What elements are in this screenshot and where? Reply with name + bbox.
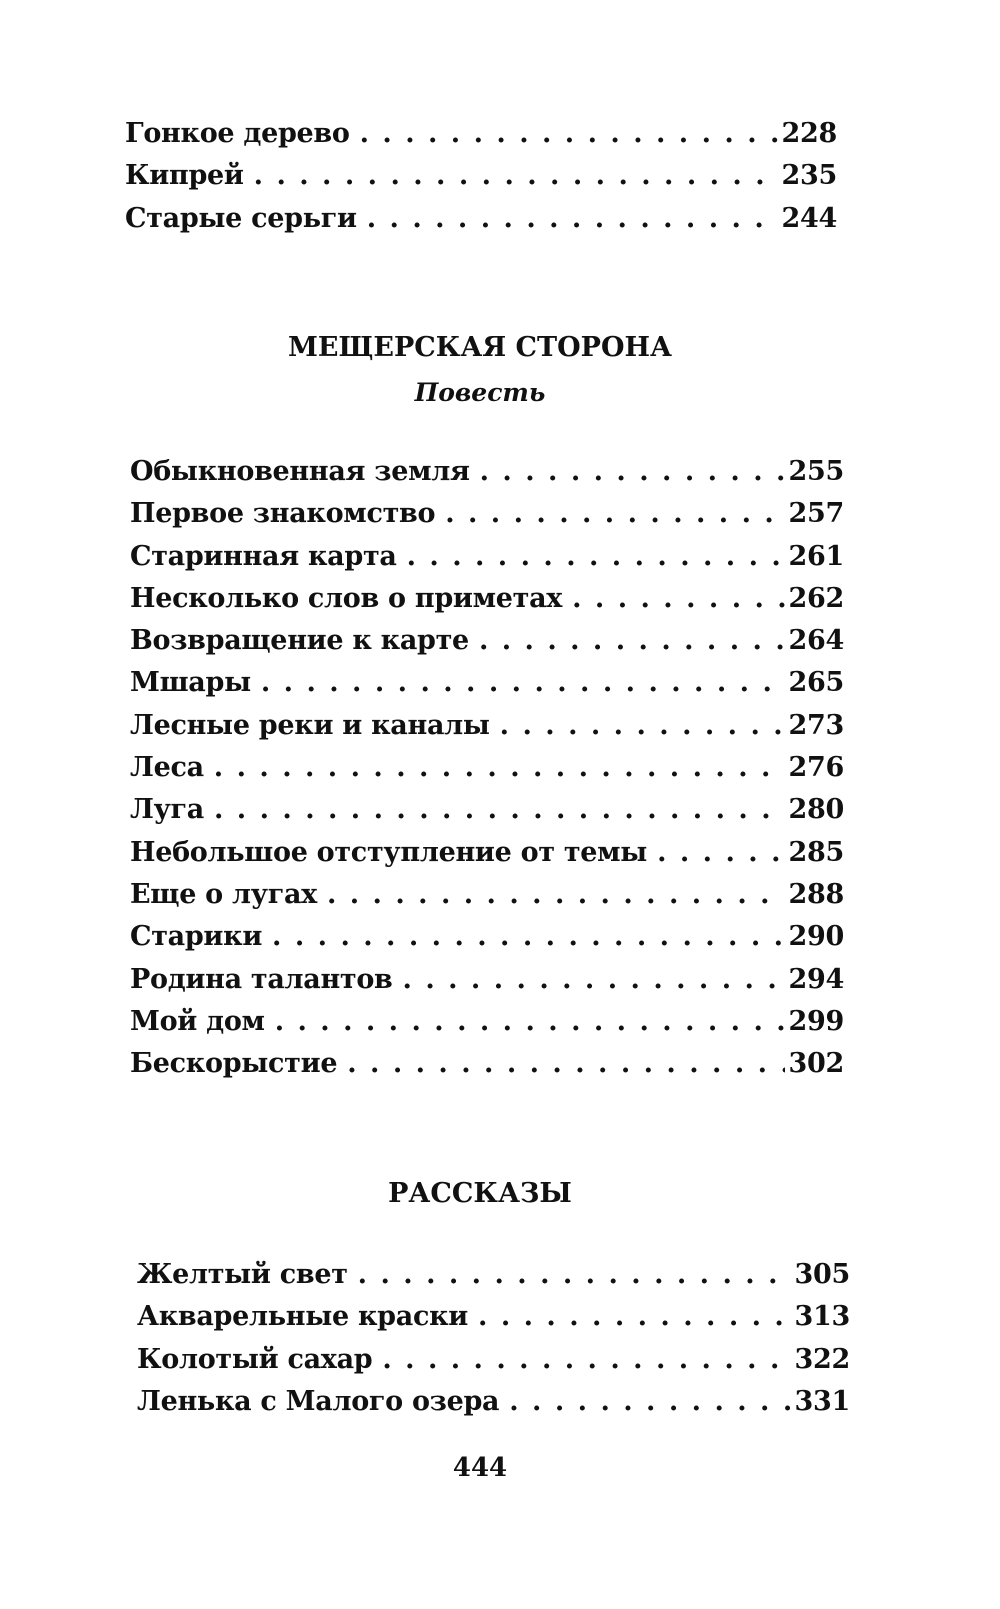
toc-entry-title: Обыкновенная земля (130, 456, 470, 487)
dot-leader (347, 1048, 784, 1079)
dot-leader (358, 1259, 791, 1290)
section-heading: РАССКАЗЫ (388, 1178, 572, 1209)
toc-entry-title: Ленька с Малого озера (137, 1385, 500, 1417)
toc-entry-title: Бескорыстие (130, 1048, 338, 1080)
dot-leader (261, 667, 785, 698)
toc-entry-title: Мшары (130, 667, 251, 699)
toc-entry (130, 879, 844, 921)
toc-entry-title: Луга (130, 794, 204, 826)
toc-entry (130, 456, 844, 498)
toc-list-section3 (137, 1259, 850, 1428)
dot-leader (214, 794, 785, 825)
toc-entry-page: 313 (794, 1301, 850, 1333)
toc-entry (130, 498, 844, 540)
toc-entry (137, 1344, 850, 1386)
toc-entry-page: 273 (788, 709, 844, 741)
dot-leader (360, 118, 778, 149)
toc-entry-page: 285 (788, 836, 844, 868)
toc-entry-title: Несколько слов о приметах (130, 582, 563, 614)
toc-entry-title: Желтый свет (137, 1259, 348, 1290)
toc-entry-title: Гонкое дерево (125, 118, 350, 149)
toc-entry-page: 299 (788, 1005, 844, 1037)
toc-entry-page: 255 (788, 456, 844, 487)
toc-entry (130, 1048, 844, 1090)
dot-leader (445, 498, 784, 529)
toc-entry (130, 837, 844, 879)
toc-entry (130, 1006, 844, 1048)
section-heading: МЕЩЕРСКАЯ СТОРОНА (288, 332, 672, 363)
dot-leader (500, 710, 785, 741)
toc-entry-page: 235 (781, 160, 837, 192)
toc-entry (130, 794, 844, 836)
toc-entry (137, 1259, 850, 1301)
dot-leader (272, 921, 784, 952)
toc-entry-title: Родина талантов (130, 963, 393, 995)
toc-entry-page: 290 (788, 921, 844, 953)
toc-entry-page: 265 (788, 667, 844, 699)
toc-entry-title: Лесные реки и каналы (130, 709, 490, 741)
toc-entry-page: 288 (788, 878, 844, 910)
toc-entry-title: Акварельные краски (137, 1301, 469, 1333)
page-number: 444 (452, 1453, 508, 1483)
toc-entry-page: 322 (794, 1343, 850, 1375)
toc-entry-page: 261 (788, 540, 844, 572)
toc-entry-page: 305 (794, 1259, 850, 1290)
toc-entry (130, 752, 844, 794)
toc-entry-page: 331 (794, 1385, 850, 1417)
toc-entry (137, 1301, 850, 1343)
toc-entry-title: Возвращение к карте (130, 625, 469, 657)
dot-leader (480, 456, 785, 487)
toc-entry-page: 264 (788, 625, 844, 657)
toc-entry (130, 625, 844, 667)
toc-entry (130, 667, 844, 709)
toc-list-section1 (125, 118, 837, 245)
toc-entry-title: Мой дом (130, 1005, 265, 1037)
toc-entry-title: Колотый сахар (137, 1343, 373, 1375)
dot-leader (479, 625, 785, 656)
dot-leader (327, 879, 785, 910)
toc-entry (125, 118, 837, 160)
toc-entry-page: 280 (788, 794, 844, 826)
dot-leader (509, 1386, 790, 1417)
toc-entry-page: 294 (788, 963, 844, 995)
toc-entry-title: Старинная карта (130, 540, 397, 572)
toc-entry-page: 276 (788, 752, 844, 784)
toc-entry (125, 160, 837, 202)
toc-entry-title: Леса (130, 752, 204, 784)
toc-entry-page: 302 (788, 1048, 844, 1080)
toc-entry (125, 203, 837, 245)
toc-entry (130, 583, 844, 625)
toc-entry-title: Еще о лугах (130, 878, 317, 910)
toc-entry (137, 1386, 850, 1428)
toc-entry (130, 710, 844, 752)
dot-leader (572, 583, 784, 614)
toc-entry-title: Первое знакомство (130, 498, 436, 530)
dot-leader (275, 1006, 785, 1037)
toc-entry-title: Небольшое отступление от темы (130, 836, 648, 868)
toc-entry-title: Старики (130, 921, 263, 953)
dot-leader (403, 964, 785, 995)
dot-leader (657, 837, 784, 868)
dot-leader (254, 160, 778, 191)
toc-entry-title: Старые серьги (125, 202, 357, 234)
toc-entry (130, 964, 844, 1006)
dot-leader (367, 203, 778, 234)
section-subheading: Повесть (414, 378, 546, 407)
toc-entry-title: Кипрей (125, 160, 244, 192)
toc-entry-page: 257 (788, 498, 844, 530)
toc-entry-page: 244 (781, 202, 837, 234)
dot-leader (407, 541, 785, 572)
toc-entry-page: 228 (781, 118, 837, 149)
toc-entry-page: 262 (788, 582, 844, 614)
dot-leader (382, 1344, 790, 1375)
dot-leader (478, 1301, 791, 1332)
toc-entry (130, 541, 844, 583)
toc-entry (130, 921, 844, 963)
dot-leader (214, 752, 785, 783)
toc-list-section2 (130, 456, 844, 1090)
